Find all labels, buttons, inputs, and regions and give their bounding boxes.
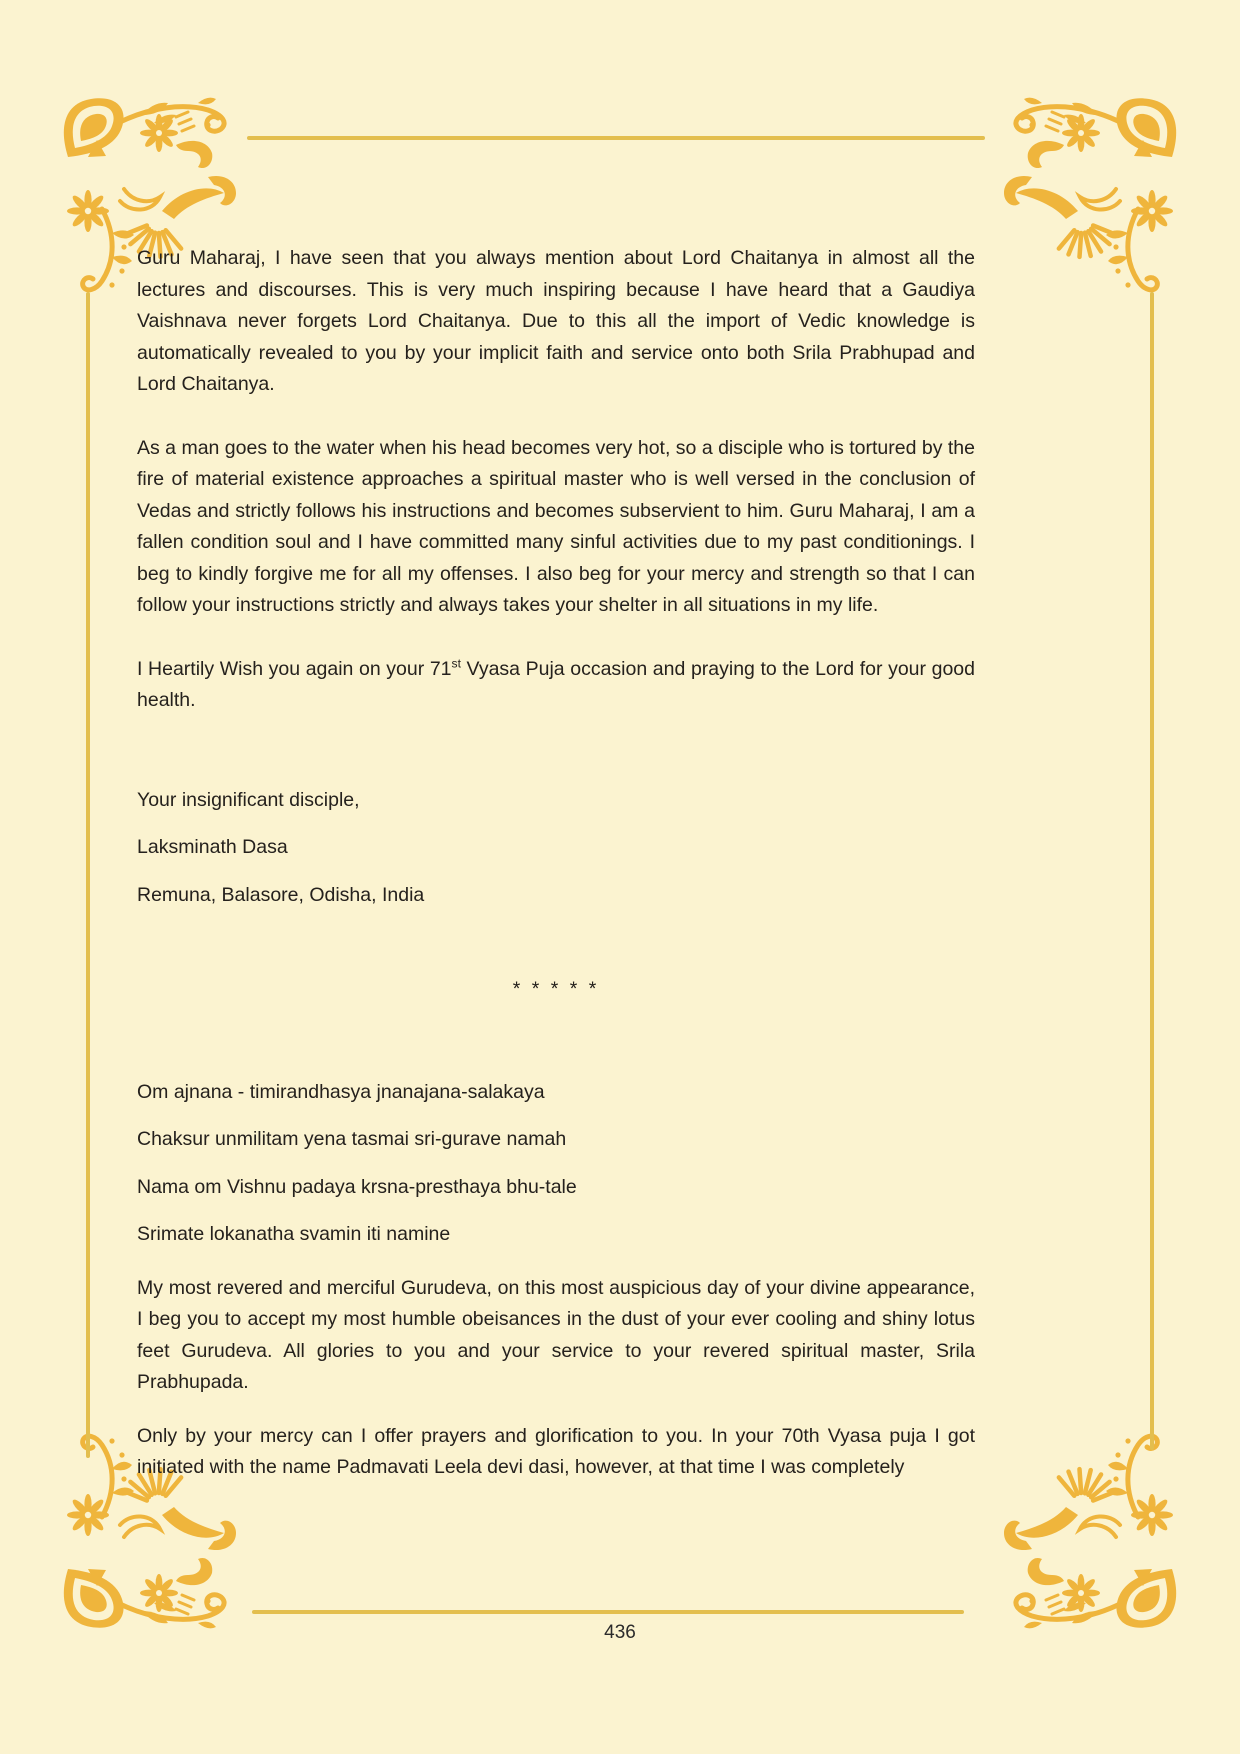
signature-location: Remuna, Balasore, Odisha, India xyxy=(137,883,425,906)
floral-corner-ornament-bottom-right xyxy=(982,1418,1182,1633)
asterisk-separator: * * * * * xyxy=(512,978,600,1000)
paragraph-spiritual-master: As a man goes to the water when his head becomes very hot, so a disciple who is tortured by the fire of material existence approaches a spiritual master who is well versed in the conclusion of Vedas and strictly follows his instructions and becomes subservient to him. Guru Maharaj, I am a fallen condition soul and I have committed many sinful activities due to my past conditionings. I beg to kindly forgive me for all my offenses. I also beg for your mercy and strength so that I can follow your instructions strictly and always takes your shelter in all situations in my life. xyxy=(137,436,975,616)
frame-border-bottom xyxy=(252,1610,964,1614)
signature-name: Laksminath Dasa xyxy=(137,836,288,858)
paragraph-obeisances: My most revered and merciful Gurudeva, on this most auspicious day of your divine appearance, I beg you to accept my most humble obeisances in the dust of your ever cooling and shiny lotus feet Gurudeva. All glories to you and your service to your revered spiritual master, Srila Prabhupada. xyxy=(137,1276,975,1393)
invocation-line: Om ajnana - timirandhasya jnanajana-salakaya xyxy=(137,1080,545,1103)
paragraph-initiation: Only by your mercy can I offer prayers and glorification to you. In your 70th Vyasa puja I got initiated with the name Padmavati Leela devi dasi, however, at that time I was completely xyxy=(137,1424,975,1478)
vyasa-puja-wish-line xyxy=(137,654,975,717)
signoff-line: Your insignificant disciple, xyxy=(137,788,360,811)
paragraph-chaitanya: Guru Maharaj, I have seen that you always mention about Lord Chaitanya in almost all the lectures and discourses. This is very much inspiring because I have heard that a Gaudiya Vaishnava never forgets Lord Chaitanya. Due to this all the import of Vedic knowledge is automatically revealed to you by your implicit faith and service onto both Srila Prabhupad and Lord Chaitanya. xyxy=(137,247,975,395)
page-number: 436 xyxy=(604,1622,636,1643)
invocation-line: Chaksur unmilitam yena tasmai sri-gurave namah xyxy=(137,1128,567,1150)
wish-text-before: I Heartily Wish you again on your 71 xyxy=(137,657,452,680)
invocation-line: Srimate lokanatha svamin iti namine xyxy=(137,1223,451,1245)
frame-border-top xyxy=(247,136,985,140)
letter-content xyxy=(137,243,975,1484)
frame-border-left xyxy=(86,292,90,1458)
wish-text-after: Vyasa Puja occasion and praying to the Lord for your good health. xyxy=(137,657,975,711)
floral-corner-ornament-top-right xyxy=(982,93,1182,308)
invocation-line: Nama om Vishnu padaya krsna-presthaya bhu-tale xyxy=(137,1175,577,1198)
frame-border-right xyxy=(1150,292,1154,1450)
ordinal-superscript: st xyxy=(451,656,461,670)
